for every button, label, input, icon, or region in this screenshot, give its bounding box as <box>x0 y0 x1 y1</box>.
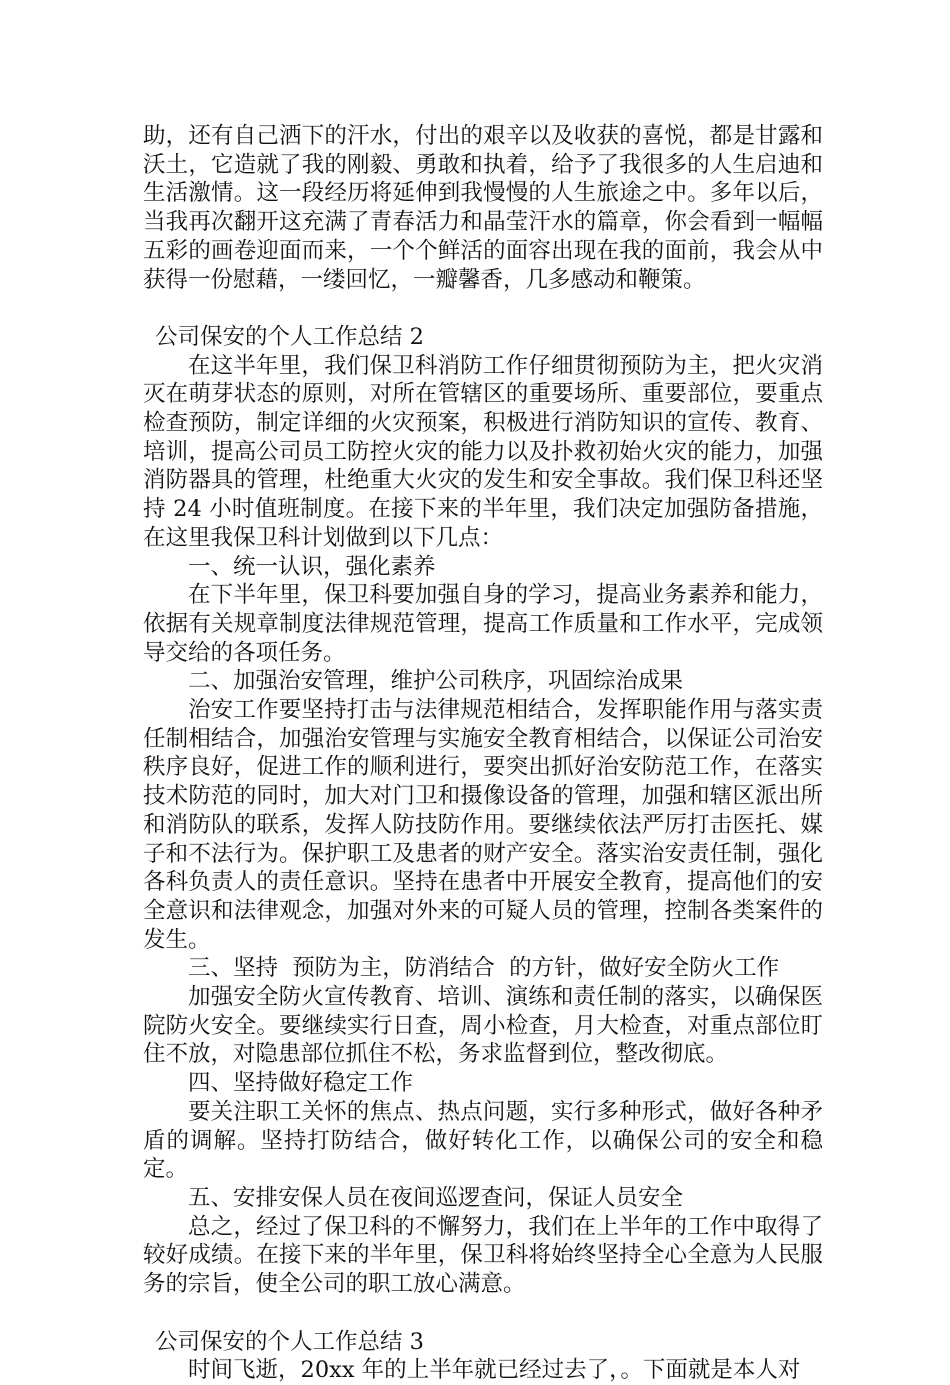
section3-opening: 时间飞逝，20xx 年的上半年就已经过去了，。下面就是本人对 <box>188 1357 801 1384</box>
item-3-body: 加强安全防火宣传教育、培训、演练和责任制的落实，以确保医院防火安全。要继续实行日查，周小检查，月大检查，对重点部位盯住不放，对隐患部位抓住不松，务求监督到位，整改彻底。 <box>143 984 823 1068</box>
section-title-3: 公司保安的个人工作总结 3 <box>155 1328 424 1355</box>
section-spacer <box>143 294 823 323</box>
intro-paragraph: 助，还有自己洒下的汗水，付出的艰辛以及收获的喜悦，都是甘露和沃土，它造就了我的刚毅、勇敢和执着，给予了我很多的人生启迪和生活激情。这一段经历将延伸到我慢慢的人生旅途之中。多年以后，当我再次翻开这充满了青春活力和晶莹汗水的篇章，你会看到一幅幅五彩的画卷迎面而来，一个个鲜活的面容出现在我的面前，我会从中获得一份慰藉，一缕回忆，一瓣馨香，几多感动和鞭策。 <box>143 123 823 293</box>
item-4-body: 要关注职工关怀的焦点、热点问题，实行多种形式，做好各种矛盾的调解。坚持打防结合，做好转化工作，以确保公司的安全和稳定。 <box>143 1098 823 1183</box>
item-2-heading: 二、加强治安管理，维护公司秩序，巩固综治成果 <box>188 668 684 695</box>
section-title-2: 公司保安的个人工作总结 2 <box>155 323 424 350</box>
item-1-heading: 一、统一认识，强化素养 <box>188 553 436 580</box>
item-4-heading: 四、坚持做好稳定工作 <box>188 1070 414 1097</box>
section2-opening: 在这半年里，我们保卫科消防工作仔细贯彻预防为主，把火灾消灭在萌芽状态的原则，对所在管辖区的重要场所、重要部位，要重点检查预防，制定详细的火灾预案，积极进行消防知识的宣传、教育、培训，提高公司员工防控火灾的能力以及扑救初始火灾的能力，加强消防器具的管理，杜绝重大火灾的发生和安全事故。我们保卫科还坚持 24 小时值班制度。在接下来的半年里，我们决定加强防备措施，在这里我保卫科计划做到以下几点： <box>143 352 823 551</box>
item-3-heading: 三、坚持 预防为主，防消结合 的方针，做好安全防火工作 <box>188 955 780 982</box>
document-body <box>143 122 823 1385</box>
item-5-heading: 五、安排安保人员在夜间巡逻查问，保证人员安全 <box>188 1185 684 1211</box>
section2-closing: 总之，经过了保卫科的不懈努力，我们在上半年的工作中取得了较好成绩。在接下来的半年里，保卫科将始终坚持全心全意为人民服务的宗旨，使全公司的职工放心满意。 <box>143 1213 823 1298</box>
item-2-body: 治安工作要坚持打击与法律规范相结合，发挥职能作用与落实责任制相结合，加强治安管理与实施安全教育相结合，以保证公司治安秩序良好，促进工作的顺利进行，要突出抓好治安防范工作，在落实技术防范的同时，加大对门卫和摄像设备的管理，加强和辖区派出所和消防队的联系，发挥人防技防作用。要继续依法严厉打击医托、媒子和不法行为。保护职工及患者的财产安全。落实治安责任制，强化各科负责人的责任意识。坚持在患者中开展安全教育，提高他们的安全意识和法律观念，加强对外来的可疑人员的管理，控制各类案件的发生。 <box>143 697 823 953</box>
section-spacer <box>143 1299 823 1328</box>
item-1-body: 在下半年里，保卫科要加强自身的学习，提高业务素养和能力，依据有关规章制度法律规范管理，提高工作质量和工作水平，完成领导交给的各项任务。 <box>143 582 823 666</box>
